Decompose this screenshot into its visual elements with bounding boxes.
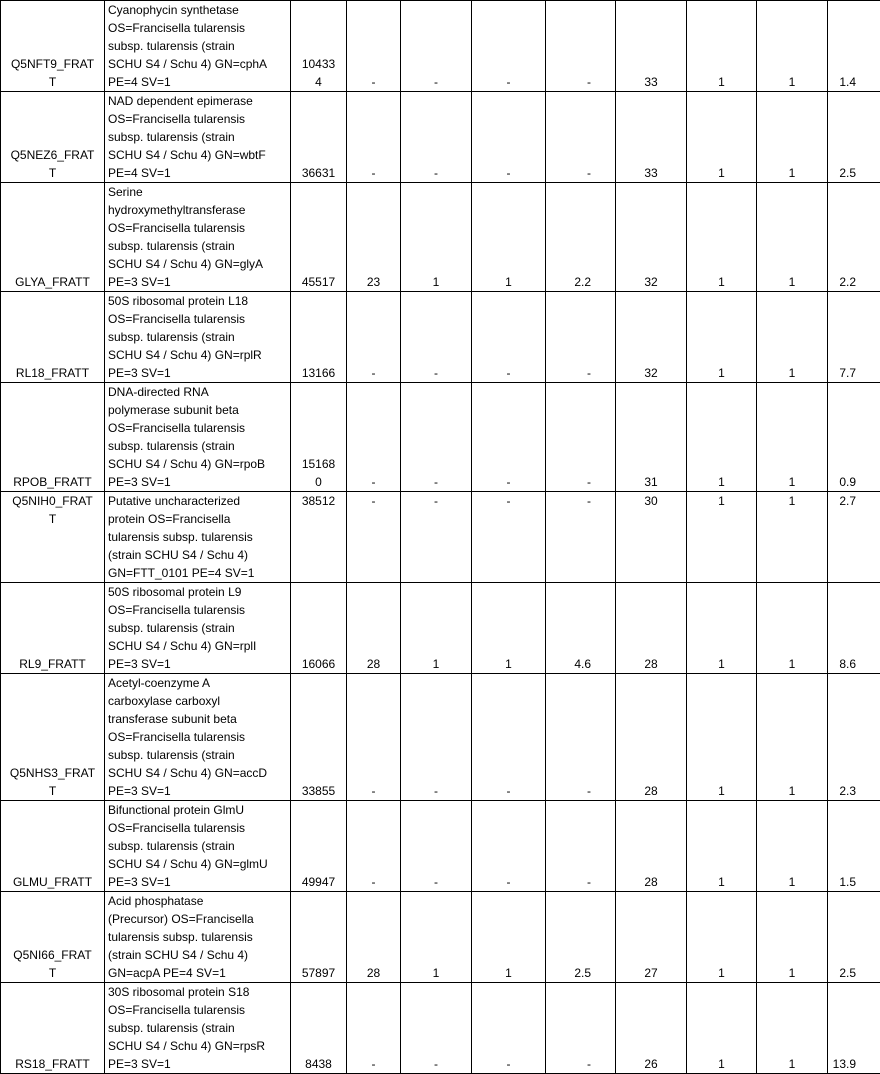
description-line: OS=Francisella tularensis (108, 601, 287, 619)
mass-line: 57897 (294, 964, 343, 982)
mass-line: 16066 (294, 655, 343, 673)
mass-line: 4 (294, 73, 343, 91)
value-cell-c4: - (546, 801, 616, 892)
accession-line: T (4, 164, 101, 182)
value-cell-c2: - (401, 801, 472, 892)
mass-line: 0 (294, 473, 343, 491)
description-line: PE=3 SV=1 (108, 364, 287, 382)
accession-line: Q5NIH0_FRAT (4, 492, 101, 510)
description-cell (105, 1, 291, 92)
table-row (1, 583, 880, 674)
description-line: Bifunctional protein GlmU (108, 801, 287, 819)
mass-cell (291, 674, 347, 801)
accession-line: GLYA_FRATT (4, 273, 101, 291)
description-line: subsp. tularensis (strain (108, 746, 287, 764)
description-line: hydroxymethyltransferase (108, 201, 287, 219)
description-cell (105, 674, 291, 801)
description-line: OS=Francisella tularensis (108, 219, 287, 237)
accession-line: Q5NI66_FRAT (4, 946, 101, 964)
value-cell-c1: - (347, 383, 401, 492)
value-cell-c2: - (401, 674, 472, 801)
description-line: NAD dependent epimerase (108, 92, 287, 110)
mass-cell (291, 292, 347, 383)
table-row (1, 183, 880, 292)
value-cell-c2: - (401, 1, 472, 92)
value-cell-c8: 0.9 (828, 383, 880, 492)
value-cell-c5: 32 (616, 183, 687, 292)
description-line: SCHU S4 / Schu 4) GN=rpoB (108, 455, 287, 473)
mass-line: 33855 (294, 782, 343, 800)
description-cell (105, 183, 291, 292)
value-cell-c7: 1 (757, 801, 828, 892)
value-cell-c2: - (401, 383, 472, 492)
accession-line: RS18_FRATT (4, 1055, 101, 1073)
description-line: OS=Francisella tularensis (108, 310, 287, 328)
accession-cell (1, 892, 105, 983)
mass-cell (291, 92, 347, 183)
description-line: SCHU S4 / Schu 4) GN=cphA (108, 55, 287, 73)
value-cell-c2: - (401, 492, 472, 583)
table-body (1, 1, 880, 1074)
description-cell (105, 983, 291, 1074)
mass-line: 8438 (294, 1055, 343, 1073)
description-line: (strain SCHU S4 / Schu 4) (108, 546, 287, 564)
accession-line: Q5NEZ6_FRAT (4, 146, 101, 164)
description-line: transferase subunit beta (108, 710, 287, 728)
accession-line: RL18_FRATT (4, 364, 101, 382)
description-line: DNA-directed RNA (108, 383, 287, 401)
description-cell (105, 292, 291, 383)
description-line: 30S ribosomal protein S18 (108, 983, 287, 1001)
description-line: SCHU S4 / Schu 4) GN=glmU (108, 855, 287, 873)
value-cell-c8: 2.5 (828, 892, 880, 983)
value-cell-c4: 2.5 (546, 892, 616, 983)
value-cell-c5: 27 (616, 892, 687, 983)
value-cell-c5: 30 (616, 492, 687, 583)
value-cell-c8: 7.7 (828, 292, 880, 383)
description-line: GN=acpA PE=4 SV=1 (108, 964, 287, 982)
value-cell-c4: - (546, 983, 616, 1074)
value-cell-c4: - (546, 674, 616, 801)
value-cell-c1: - (347, 801, 401, 892)
value-cell-c6: 1 (687, 183, 757, 292)
value-cell-c6: 1 (687, 1, 757, 92)
accession-cell (1, 801, 105, 892)
value-cell-c4: - (546, 492, 616, 583)
description-line: OS=Francisella tularensis (108, 419, 287, 437)
value-cell-c6: 1 (687, 583, 757, 674)
table-row (1, 1, 880, 92)
value-cell-c6: 1 (687, 892, 757, 983)
description-cell (105, 583, 291, 674)
description-cell (105, 383, 291, 492)
description-line: OS=Francisella tularensis (108, 1001, 287, 1019)
table-row (1, 892, 880, 983)
value-cell-c2: - (401, 983, 472, 1074)
value-cell-c2: - (401, 92, 472, 183)
value-cell-c3: 1 (472, 183, 546, 292)
accession-cell (1, 183, 105, 292)
accession-line: GLMU_FRATT (4, 873, 101, 891)
description-line: PE=3 SV=1 (108, 655, 287, 673)
value-cell-c2: 1 (401, 583, 472, 674)
value-cell-c4: - (546, 1, 616, 92)
description-line: SCHU S4 / Schu 4) GN=glyA (108, 255, 287, 273)
mass-line: 13166 (294, 364, 343, 382)
description-line: (Precursor) OS=Francisella (108, 910, 287, 928)
description-line: subsp. tularensis (strain (108, 619, 287, 637)
value-cell-c2: 1 (401, 183, 472, 292)
mass-line: 38512 (294, 492, 343, 510)
table-row (1, 492, 880, 583)
value-cell-c6: 1 (687, 674, 757, 801)
value-cell-c1: 28 (347, 583, 401, 674)
value-cell-c3: - (472, 801, 546, 892)
table-row (1, 383, 880, 492)
value-cell-c1: - (347, 292, 401, 383)
description-line: PE=3 SV=1 (108, 273, 287, 291)
value-cell-c8: 13.9 (828, 983, 880, 1074)
value-cell-c4: - (546, 383, 616, 492)
description-line: PE=3 SV=1 (108, 473, 287, 491)
accession-cell (1, 492, 105, 583)
description-cell (105, 892, 291, 983)
value-cell-c1: - (347, 674, 401, 801)
table-row (1, 674, 880, 801)
value-cell-c5: 33 (616, 1, 687, 92)
value-cell-c5: 28 (616, 674, 687, 801)
value-cell-c7: 1 (757, 383, 828, 492)
description-cell (105, 801, 291, 892)
mass-line: 45517 (294, 273, 343, 291)
value-cell-c7: 1 (757, 674, 828, 801)
value-cell-c5: 32 (616, 292, 687, 383)
accession-cell (1, 583, 105, 674)
table-row (1, 983, 880, 1074)
description-line: Cyanophycin synthetase (108, 1, 287, 19)
mass-cell (291, 383, 347, 492)
value-cell-c3: 1 (472, 892, 546, 983)
value-cell-c2: - (401, 292, 472, 383)
value-cell-c5: 31 (616, 383, 687, 492)
value-cell-c4: 2.2 (546, 183, 616, 292)
description-line: OS=Francisella tularensis (108, 819, 287, 837)
accession-cell (1, 292, 105, 383)
value-cell-c4: 4.6 (546, 583, 616, 674)
mass-cell (291, 983, 347, 1074)
value-cell-c1: - (347, 492, 401, 583)
description-line: subsp. tularensis (strain (108, 837, 287, 855)
mass-cell (291, 801, 347, 892)
value-cell-c7: 1 (757, 583, 828, 674)
value-cell-c5: 28 (616, 583, 687, 674)
accession-cell (1, 983, 105, 1074)
value-cell-c1: - (347, 983, 401, 1074)
description-line: PE=3 SV=1 (108, 782, 287, 800)
table-row (1, 92, 880, 183)
mass-cell (291, 1, 347, 92)
description-line: OS=Francisella tularensis (108, 728, 287, 746)
description-line: SCHU S4 / Schu 4) GN=wbtF (108, 146, 287, 164)
mass-cell (291, 492, 347, 583)
value-cell-c3: - (472, 492, 546, 583)
table-row (1, 292, 880, 383)
description-line: PE=3 SV=1 (108, 873, 287, 891)
mass-line: 49947 (294, 873, 343, 891)
description-line: 50S ribosomal protein L18 (108, 292, 287, 310)
accession-line: Q5NHS3_FRAT (4, 764, 101, 782)
description-line: Serine (108, 183, 287, 201)
value-cell-c1: 28 (347, 892, 401, 983)
value-cell-c3: - (472, 92, 546, 183)
description-line: OS=Francisella tularensis (108, 19, 287, 37)
mass-cell (291, 583, 347, 674)
value-cell-c8: 8.6 (828, 583, 880, 674)
description-line: Acid phosphatase (108, 892, 287, 910)
value-cell-c7: 1 (757, 183, 828, 292)
accession-cell (1, 1, 105, 92)
value-cell-c8: 2.3 (828, 674, 880, 801)
value-cell-c7: 1 (757, 92, 828, 183)
value-cell-c6: 1 (687, 292, 757, 383)
value-cell-c6: 1 (687, 492, 757, 583)
accession-line: T (4, 73, 101, 91)
description-line: polymerase subunit beta (108, 401, 287, 419)
description-line: OS=Francisella tularensis (108, 110, 287, 128)
accession-line: RL9_FRATT (4, 655, 101, 673)
value-cell-c3: - (472, 983, 546, 1074)
value-cell-c3: - (472, 674, 546, 801)
accession-cell (1, 92, 105, 183)
value-cell-c3: - (472, 383, 546, 492)
description-line: subsp. tularensis (strain (108, 1019, 287, 1037)
value-cell-c8: 2.5 (828, 92, 880, 183)
value-cell-c3: 1 (472, 583, 546, 674)
value-cell-c3: - (472, 292, 546, 383)
value-cell-c5: 26 (616, 983, 687, 1074)
description-line: protein OS=Francisella (108, 510, 287, 528)
description-line: 50S ribosomal protein L9 (108, 583, 287, 601)
value-cell-c7: 1 (757, 1, 828, 92)
description-line: SCHU S4 / Schu 4) GN=rplI (108, 637, 287, 655)
value-cell-c4: - (546, 292, 616, 383)
description-line: SCHU S4 / Schu 4) GN=accD (108, 764, 287, 782)
value-cell-c7: 1 (757, 492, 828, 583)
description-line: Putative uncharacterized (108, 492, 287, 510)
description-line: PE=3 SV=1 (108, 1055, 287, 1073)
description-line: PE=4 SV=1 (108, 73, 287, 91)
table-row (1, 801, 880, 892)
value-cell-c5: 28 (616, 801, 687, 892)
value-cell-c8: 1.5 (828, 801, 880, 892)
mass-line: 10433 (294, 55, 343, 73)
accession-line: T (4, 510, 101, 528)
mass-line: 36631 (294, 164, 343, 182)
description-line: subsp. tularensis (strain (108, 128, 287, 146)
value-cell-c3: - (472, 1, 546, 92)
value-cell-c4: - (546, 92, 616, 183)
description-line: SCHU S4 / Schu 4) GN=rplR (108, 346, 287, 364)
accession-line: Q5NFT9_FRAT (4, 55, 101, 73)
value-cell-c1: - (347, 92, 401, 183)
mass-line: 15168 (294, 455, 343, 473)
description-cell (105, 492, 291, 583)
value-cell-c1: - (347, 1, 401, 92)
value-cell-c7: 1 (757, 292, 828, 383)
value-cell-c1: 23 (347, 183, 401, 292)
description-line: GN=FTT_0101 PE=4 SV=1 (108, 564, 287, 582)
description-line: Acetyl-coenzyme A (108, 674, 287, 692)
description-line: SCHU S4 / Schu 4) GN=rpsR (108, 1037, 287, 1055)
value-cell-c8: 1.4 (828, 1, 880, 92)
description-line: (strain SCHU S4 / Schu 4) (108, 946, 287, 964)
description-cell (105, 92, 291, 183)
accession-cell (1, 383, 105, 492)
description-line: tularensis subsp. tularensis (108, 928, 287, 946)
description-line: carboxylase carboxyl (108, 692, 287, 710)
description-line: tularensis subsp. tularensis (108, 528, 287, 546)
mass-cell (291, 183, 347, 292)
accession-cell (1, 674, 105, 801)
value-cell-c7: 1 (757, 983, 828, 1074)
description-line: subsp. tularensis (strain (108, 328, 287, 346)
value-cell-c5: 33 (616, 92, 687, 183)
accession-line: T (4, 964, 101, 982)
value-cell-c6: 1 (687, 92, 757, 183)
value-cell-c8: 2.2 (828, 183, 880, 292)
value-cell-c8: 2.7 (828, 492, 880, 583)
value-cell-c2: 1 (401, 892, 472, 983)
description-line: subsp. tularensis (strain (108, 437, 287, 455)
accession-line: RPOB_FRATT (4, 473, 101, 491)
description-line: subsp. tularensis (strain (108, 237, 287, 255)
value-cell-c6: 1 (687, 383, 757, 492)
value-cell-c7: 1 (757, 892, 828, 983)
accession-line: T (4, 782, 101, 800)
value-cell-c6: 1 (687, 983, 757, 1074)
description-line: PE=4 SV=1 (108, 164, 287, 182)
description-line: subsp. tularensis (strain (108, 37, 287, 55)
mass-cell (291, 892, 347, 983)
value-cell-c6: 1 (687, 801, 757, 892)
